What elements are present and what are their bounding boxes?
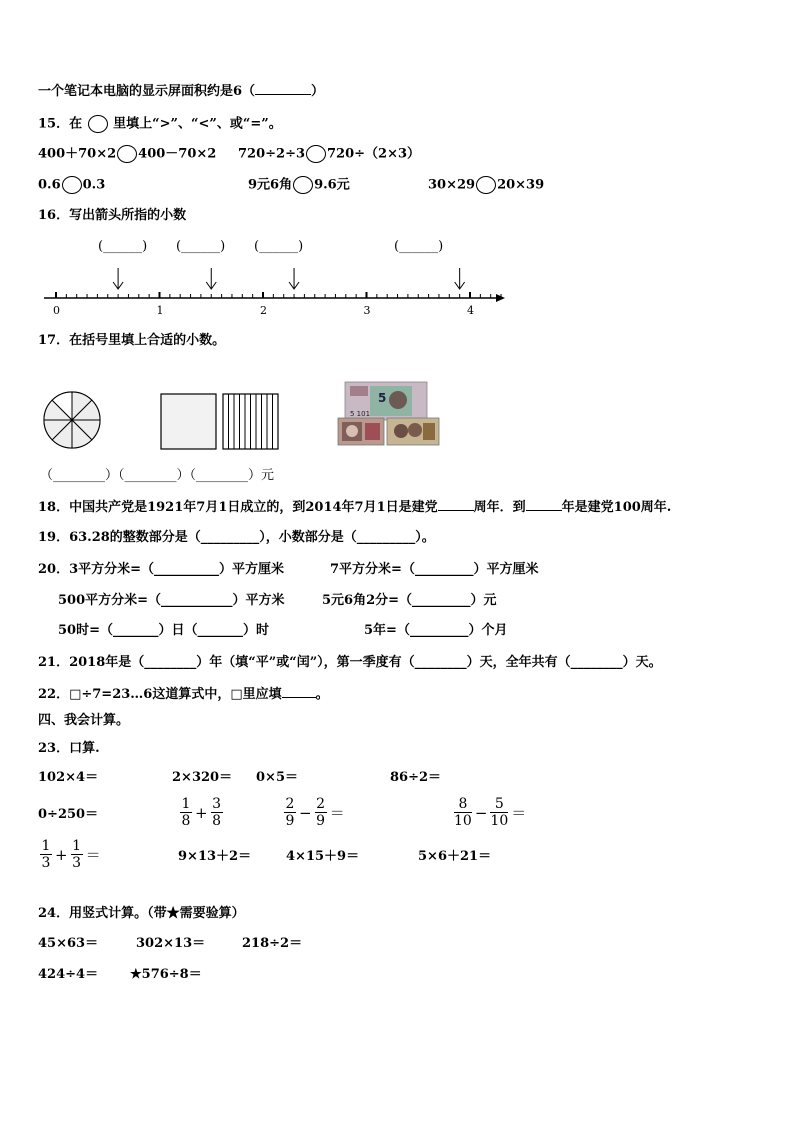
- banknote-jiao-2: [387, 418, 439, 445]
- q19-line[interactable]: 19．63.28的整数部分是（_________），小数部分是（_________）。: [38, 530, 435, 545]
- q16-title: 16．写出箭头所指的小数: [38, 208, 187, 223]
- answer-blank[interactable]: [526, 498, 562, 511]
- q17-answers[interactable]: （________）（________）（________）元: [40, 468, 275, 483]
- q17-title: 17．在括号里填上合适的小数。: [38, 333, 226, 348]
- banknote-5-yuan: [345, 382, 427, 420]
- bill-code: 5 101: [350, 410, 371, 418]
- number-line: [0, 260, 794, 320]
- q20-r2a[interactable]: 500平方分米=（___________）平方米: [58, 593, 285, 608]
- portrait-icon: [408, 423, 422, 437]
- banknote-jiao-1: [338, 418, 384, 445]
- q24-title: 24．用竖式计算。（带★需要验算）: [38, 906, 245, 921]
- fraction: $\frac{1}{3}$: [41, 838, 51, 871]
- answer-blank[interactable]: (______): [394, 239, 444, 254]
- section-heading: 四、我会计算。: [38, 713, 130, 728]
- portrait-icon: [346, 425, 358, 437]
- q21-line[interactable]: 21．2018年是（________）年（填“平”或“闰”），第一季度有（________）天，全年共有（________）天。: [38, 655, 662, 670]
- calc-item: ★576÷8＝: [130, 967, 202, 982]
- fraction-expression: $\frac{2}{9}$ − $\frac{2}{9}$ ＝: [285, 796, 345, 829]
- fraction-figures: [0, 378, 794, 458]
- tick-label: 0: [53, 304, 60, 317]
- calc-item: 2×320＝: [172, 770, 233, 785]
- tick-label: 4: [467, 304, 474, 317]
- q20-r3a[interactable]: 50时=（_______）日（_______）时: [58, 623, 269, 638]
- calc-item: 4×15＋9＝: [286, 849, 360, 864]
- tick-label: 1: [156, 304, 164, 317]
- compare-circle[interactable]: [62, 176, 82, 194]
- tick-label: 2: [260, 304, 267, 317]
- compare-circle[interactable]: [117, 145, 137, 163]
- down-arrow-icon: [206, 268, 216, 289]
- calc-item: 86÷2＝: [390, 770, 442, 785]
- q15-row1-b: 720÷2÷3 720÷（2×3）: [238, 146, 421, 162]
- answer-blank[interactable]: [282, 685, 316, 698]
- compare-circle[interactable]: [293, 176, 313, 194]
- q15-row1-a: 400＋70×2 400－70×2: [38, 146, 217, 162]
- q15-row2-c: 30×29 20×39: [428, 177, 545, 193]
- compare-circle[interactable]: [476, 176, 496, 194]
- q22-line: 22．□÷7=23…6这道算式中，□里应填 。: [38, 687, 329, 702]
- fraction-expression: $\frac{1}{3}$ + $\frac{1}{3}$ ＝: [41, 838, 101, 871]
- tenths-square: [223, 394, 278, 449]
- axis-arrowhead: [496, 294, 505, 302]
- calc-item: 424÷4＝: [38, 967, 99, 982]
- calc-item: 5×6＋21＝: [418, 849, 492, 864]
- fraction-expression: $\frac{1}{8}$ + $\frac{3}{8}$: [181, 796, 222, 829]
- fraction: $\frac{1}{8}$: [181, 796, 191, 829]
- calc-item: 45×63＝: [38, 936, 99, 951]
- answer-blank[interactable]: (______): [176, 239, 226, 254]
- compare-circle[interactable]: [88, 115, 108, 133]
- answer-blank[interactable]: (______): [98, 239, 148, 254]
- fraction: $\frac{3}{8}$: [212, 796, 222, 829]
- portrait-icon: [389, 391, 407, 409]
- compare-circle[interactable]: [306, 145, 326, 163]
- fraction-expression: $\frac{8}{10}$ − $\frac{5}{10}$ ＝: [454, 796, 527, 829]
- unit-square: [161, 394, 216, 449]
- q14-line: 一个笔记本电脑的显示屏面积约是6（ ）: [38, 84, 325, 99]
- q20-r1a[interactable]: 20．3平方分米=（__________）平方厘米: [38, 562, 285, 577]
- q20-r1b[interactable]: 7平方分米=（_________）平方厘米: [330, 562, 539, 577]
- q15-title: 15．在 里填上“>”、“<”、或“=”。: [38, 116, 282, 132]
- answer-blank[interactable]: [438, 498, 474, 511]
- fraction: $\frac{2}{9}$: [316, 796, 326, 829]
- pie-circle: [44, 392, 100, 448]
- down-arrow-icon: [113, 268, 123, 289]
- q15-row2-a: 0.6 0.3: [38, 177, 106, 193]
- calc-item: 0×5＝: [256, 770, 298, 785]
- q18-line: 18．中国共产党是1921年7月1日成立的，到2014年7月1日是建党 周年．到 年是建党100周年.: [38, 500, 672, 515]
- calc-item: 0÷250＝: [38, 807, 99, 822]
- answer-blank[interactable]: [255, 82, 311, 95]
- fraction: $\frac{1}{3}$: [72, 838, 82, 871]
- q23-title: 23．口算.: [38, 741, 100, 756]
- fraction: $\frac{8}{10}$: [454, 796, 472, 829]
- portrait-icon: [394, 424, 408, 438]
- calc-item: 218÷2＝: [242, 936, 303, 951]
- q20-r3b[interactable]: 5年=（_________）个月: [364, 623, 508, 638]
- calc-item: 302×13＝: [136, 936, 206, 951]
- calc-item: 102×4＝: [38, 770, 99, 785]
- q20-r2b[interactable]: 5元6角2分=（_________）元: [322, 593, 497, 608]
- calc-item: 9×13＋2＝: [178, 849, 252, 864]
- down-arrow-icon: [289, 268, 299, 289]
- fraction: $\frac{2}{9}$: [285, 796, 295, 829]
- tick-label: 3: [363, 304, 371, 317]
- bill-value: 5: [378, 391, 387, 405]
- q15-row2-b: 9元6角 9.6元: [248, 177, 350, 193]
- down-arrow-icon: [455, 268, 465, 289]
- fraction: $\frac{5}{10}$: [490, 796, 509, 829]
- answer-blank[interactable]: (______): [254, 239, 304, 254]
